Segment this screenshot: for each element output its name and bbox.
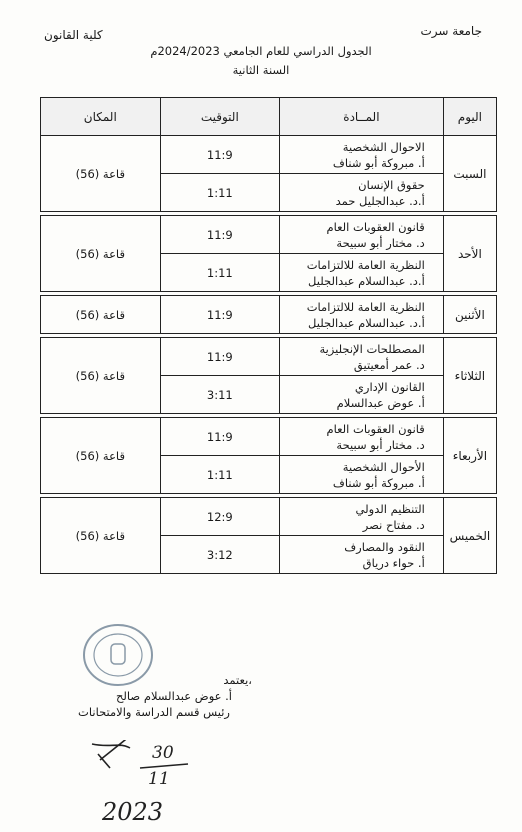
teacher-name: أ.د. عبدالسلام عبدالجليل: [308, 315, 425, 330]
subject-cell: [280, 296, 444, 334]
subject-cell: [280, 174, 444, 212]
time-cell: 3:11: [160, 376, 280, 414]
subject-cell: [280, 216, 444, 254]
teacher-name: أ. عوض عبدالسلام: [336, 395, 425, 410]
page-title: الجدول الدراسي للعام الجامعي 2024/2023م: [150, 44, 372, 58]
table-row: [41, 418, 497, 456]
subject-name: النظرية العامة للالتزامات: [306, 257, 425, 272]
teacher-name: د. مفتاح نصر: [362, 517, 425, 532]
day-cell: الأثنين: [443, 296, 496, 334]
time-cell: 12:9: [160, 498, 280, 536]
subject-name: قانون العقوبات العام: [326, 219, 425, 234]
subject-name: الأحوال الشخصية: [342, 459, 425, 474]
time-cell: 3:12: [160, 536, 280, 574]
table-row: [41, 216, 497, 254]
schedule-table: [40, 97, 497, 574]
subject-name: النظرية العامة للالتزامات: [306, 299, 425, 314]
col-subject: المــادة: [280, 98, 444, 136]
date-year: 2023: [102, 798, 164, 826]
table-row: [41, 338, 497, 376]
schedule-body: [41, 136, 497, 574]
teacher-name: د. عمر أمعيتيق: [353, 357, 425, 372]
subject-cell: [280, 338, 444, 376]
place-cell: قاعة (56): [41, 338, 161, 414]
subject-name: التنظيم الدولي: [355, 501, 425, 516]
subject-name: القانون الإداري: [354, 379, 425, 394]
subject-name: المصطلحات الإنجليزية: [319, 341, 425, 356]
signatory-name: أ. عوض عبدالسلام صالح: [115, 689, 232, 703]
table-row: [41, 498, 497, 536]
subject-cell: [280, 536, 444, 574]
date-month: 11: [148, 769, 170, 789]
place-cell: قاعة (56): [41, 216, 161, 292]
subject-cell: [280, 498, 444, 536]
day-cell: الأربعاء: [443, 418, 496, 494]
faculty-name: كلية القانون: [44, 28, 103, 42]
teacher-name: د. مختار أبو سبيحة: [336, 437, 425, 452]
day-cell: الخميس: [443, 498, 496, 574]
signatory-role: رئيس قسم الدراسة والامتحانات: [78, 705, 230, 719]
teacher-name: أ. مبروكة أبو شناف: [332, 155, 425, 170]
table-header-row: [41, 98, 497, 136]
time-cell: 11:9: [160, 338, 280, 376]
approval-label: يعتمد،: [223, 673, 252, 687]
day-cell: الثلاثاء: [443, 338, 496, 414]
place-cell: قاعة (56): [41, 418, 161, 494]
subject-cell: [280, 418, 444, 456]
signature-block: [0, 672, 522, 720]
col-place: المكان: [41, 98, 161, 136]
table-row: [41, 136, 497, 174]
col-day: اليوم: [443, 98, 496, 136]
subject-name: الاحوال الشخصية: [342, 139, 425, 154]
subject-cell: [280, 254, 444, 292]
time-cell: 1:11: [160, 456, 280, 494]
teacher-name: أ. حواء درياق: [362, 555, 425, 570]
place-cell: قاعة (56): [41, 498, 161, 574]
time-cell: 11:9: [160, 136, 280, 174]
subject-cell: [280, 456, 444, 494]
subject-name: حقوق الإنسان: [358, 177, 425, 192]
subject-name: قانون العقوبات العام: [326, 421, 425, 436]
time-cell: 1:11: [160, 254, 280, 292]
academic-year: السنة الثانية: [232, 63, 290, 77]
subject-cell: [280, 136, 444, 174]
teacher-name: أ.د. عبدالجليل حمد: [335, 193, 425, 208]
teacher-name: أ. مبروكة أبو شناف: [332, 475, 425, 490]
time-cell: 1:11: [160, 174, 280, 212]
handwritten-date: [90, 740, 210, 828]
place-cell: قاعة (56): [41, 296, 161, 334]
subject-cell: [280, 376, 444, 414]
col-time: التوقيت: [160, 98, 280, 136]
teacher-name: أ.د. عبدالسلام عبدالجليل: [308, 273, 425, 288]
place-cell: قاعة (56): [41, 136, 161, 212]
university-name: جامعة سرت: [420, 24, 482, 38]
time-cell: 11:9: [160, 216, 280, 254]
day-cell: السبت: [443, 136, 496, 212]
day-cell: الأحد: [443, 216, 496, 292]
subject-name: النقود والمصارف: [344, 539, 425, 554]
time-cell: 11:9: [160, 418, 280, 456]
teacher-name: د. مختار أبو سبيحة: [336, 235, 425, 250]
table-row: [41, 296, 497, 334]
date-day: 30: [152, 743, 174, 763]
time-cell: 11:9: [160, 296, 280, 334]
